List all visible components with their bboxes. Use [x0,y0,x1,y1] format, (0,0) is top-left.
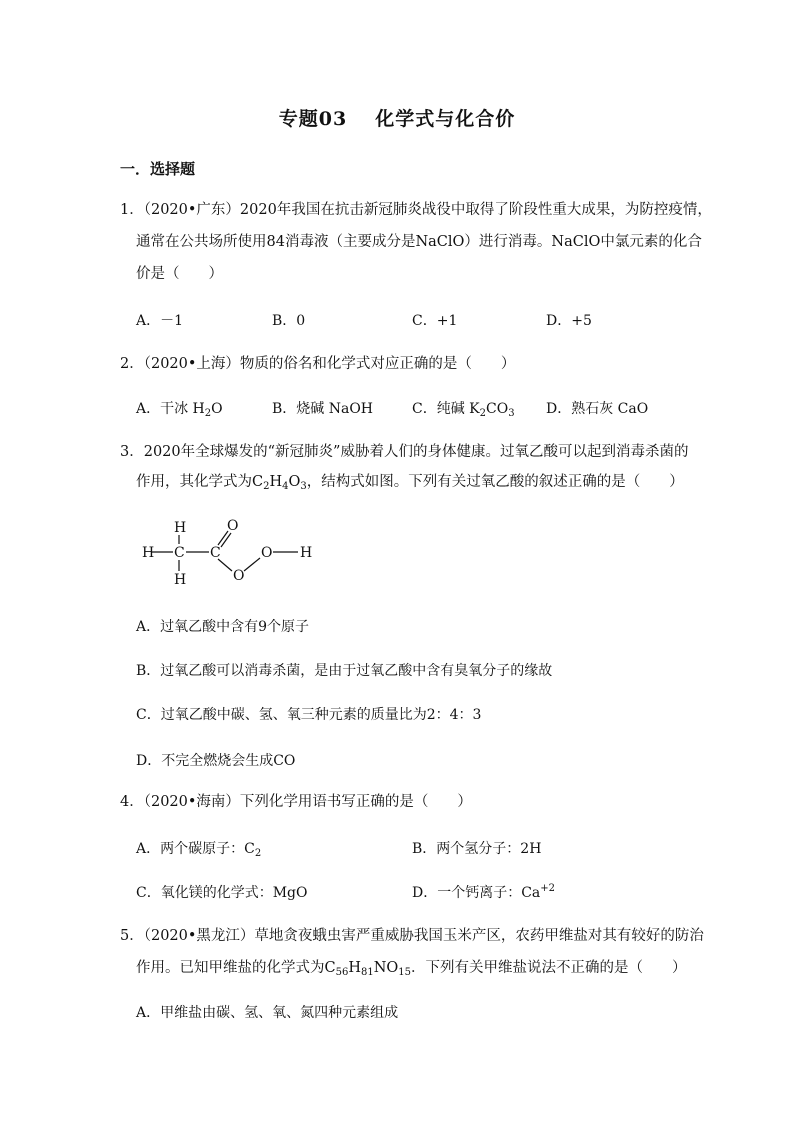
q1-option-a: A．－1 [136,313,184,329]
atom-c-carbonyl: C [210,545,221,561]
q2-option-c: C．纯碱 $K_2CO_3$ [412,401,515,419]
atom-o-ester: O [233,568,245,584]
q4-option-a: A．两个碳原子：$C_2$ [136,841,262,859]
q4-option-d: D．一个钙离子：$Ca^{+2}$ [412,883,556,901]
q1-option-c: C．+1 [412,313,458,329]
q2-option-d: D．熟石灰 CaO [546,401,649,417]
q4-option-c: C．氧化镁的化学式：MgO [136,885,308,901]
q1-option-d: D．+5 [546,313,592,329]
q3-option-b: B．过氧乙酸可以消毒杀菌，是由于过氧乙酸中含有臭氧分子的缘故 [136,663,553,679]
title-topic-number: 专题03 [278,108,348,130]
q4-option-b: B．两个氢分子：2H [412,841,542,857]
atom-h-hydroxyl: H [300,545,313,561]
atom-o-peroxy: O [261,545,273,561]
bond-c-o-double-2 [221,533,231,547]
q1-line2: 通常在公共场所使用84消毒液（主要成分是NaClO）进行消毒。NaClO中氯元素的化合 [136,234,702,250]
q3-option-a: A．过氧乙酸中含有9个原子 [136,619,310,635]
atom-o-carbonyl: O [227,518,239,534]
bond-c-o-single [218,559,232,571]
q3-line2: 作用，其化学式为$C_2H_4O_3$，结构式如图。下列有关过氧乙酸的叙述正确的是（ ） [136,474,684,492]
q5-line1: 5．（2020•黑龙江）草地贪夜蛾虫害严重威胁我国玉米产区，农药甲维盐对其有较好的防治 [120,928,704,944]
title-topic-name: 化学式与化合价 [375,108,516,130]
q1-line1: 1．（2020•广东）2020年我国在抗击新冠肺炎战役中取得了阶段性重大成果，为防控疫情， [120,202,712,218]
section-heading: 一．选择题 [120,160,196,178]
atom-h-top: H [174,520,187,536]
bond-c-o-double-1 [218,531,228,545]
page-title [0,104,794,131]
atom-h-left: H [142,545,155,561]
atom-c-methyl: C [174,545,185,561]
q4-line1: 4．（2020•海南）下列化学用语书写正确的是（ ） [120,794,472,810]
q3-option-c: C．过氧乙酸中碳、氢、氧三种元素的质量比为2：4：3 [136,707,482,723]
q1-line3: 价是（ ） [136,266,223,282]
q2-line1: 2．（2020•上海）物质的俗名和化学式对应正确的是（ ） [120,356,516,372]
q5-option-a: A．甲维盐由碳、氢、氧、氮四种元素组成 [136,1005,399,1021]
atom-h-bottom: H [174,572,187,588]
q2-option-b: B．烧碱 NaOH [272,401,374,417]
q1-option-b: B．0 [272,313,306,329]
q3-option-d: D．不完全燃烧会生成CO [136,753,296,769]
bond-o-o [244,558,260,571]
peracetic-acid-structure-diagram [130,512,330,592]
q2-option-a: A．干冰 $H_2O$ [136,401,223,419]
q5-line2: 作用。已知甲维盐的化学式为$C_{56}H_{81}NO_{15}$．下列有关甲维盐说法不正确的是（ ） [136,960,687,978]
q3-line1: 3．2020年全球爆发的“新冠肺炎”威胁着人们的身体健康。过氧乙酸可以起到消毒杀菌的 [120,444,689,460]
